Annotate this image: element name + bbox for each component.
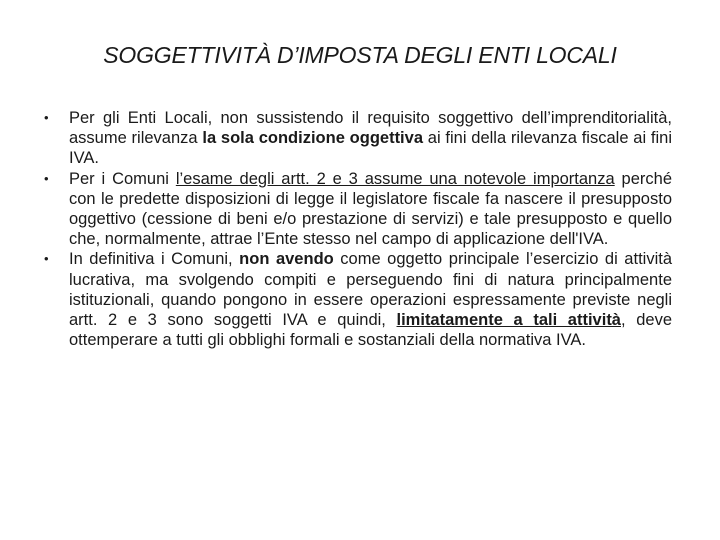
bullet-list — [44, 108, 672, 350]
bullet-text: ai fini della rilevanza fiscale ai fini IVA. — [69, 129, 672, 168]
bullet-dot-icon: • — [44, 110, 49, 125]
bullet-bold-underlined-text: limitatamente a tali attività — [396, 311, 621, 330]
bullet-underlined-text: l’esame degli artt. 2 e 3 assume una notevole importanza — [175, 169, 615, 188]
slide-title: SOGGETTIVITÀ D’IMPOSTA DEGLI ENTI LOCALI — [103, 42, 617, 68]
bullet-item — [44, 249, 672, 350]
bullet-bold-text: la sola condizione oggettiva — [202, 129, 423, 148]
bullet-text: , deve ottemperare a tutti gli obblighi formali e sostanziali della normativa IVA. — [69, 311, 672, 350]
bullet-item — [44, 169, 672, 250]
bullet-bold-text: non avendo — [239, 250, 334, 269]
bullet-text: In definitiva i Comuni, — [69, 250, 240, 269]
bullet-text: come oggetto principale l’esercizio di attività lucrativa, ma svolgendo compiti e perseguendo fini di natura principalmente istituzionali, quando pongono in essere operazioni espressamente previste negli artt. 2 e 3 sono soggetti IVA e quindi, — [69, 250, 672, 330]
bullet-dot-icon: • — [44, 251, 49, 267]
bullet-text: perché con le predette disposizioni di legge il legislatore fiscale fa nascere il presupposto oggettivo (cessione di beni e/o prestazione di servizi) e tale presupposto e quello che, normalmente, attrae l’Ente stesso nel campo di applicazione dell'IVA. — [69, 169, 672, 249]
bullet-text: Per i Comuni — [69, 169, 176, 188]
bullet-item — [44, 108, 672, 169]
bullet-text: Per gli Enti Locali, non sussistendo il requisito soggettivo dell’imprenditorialità, assume rilevanza — [69, 109, 672, 148]
bullet-dot-icon: • — [44, 170, 49, 186]
